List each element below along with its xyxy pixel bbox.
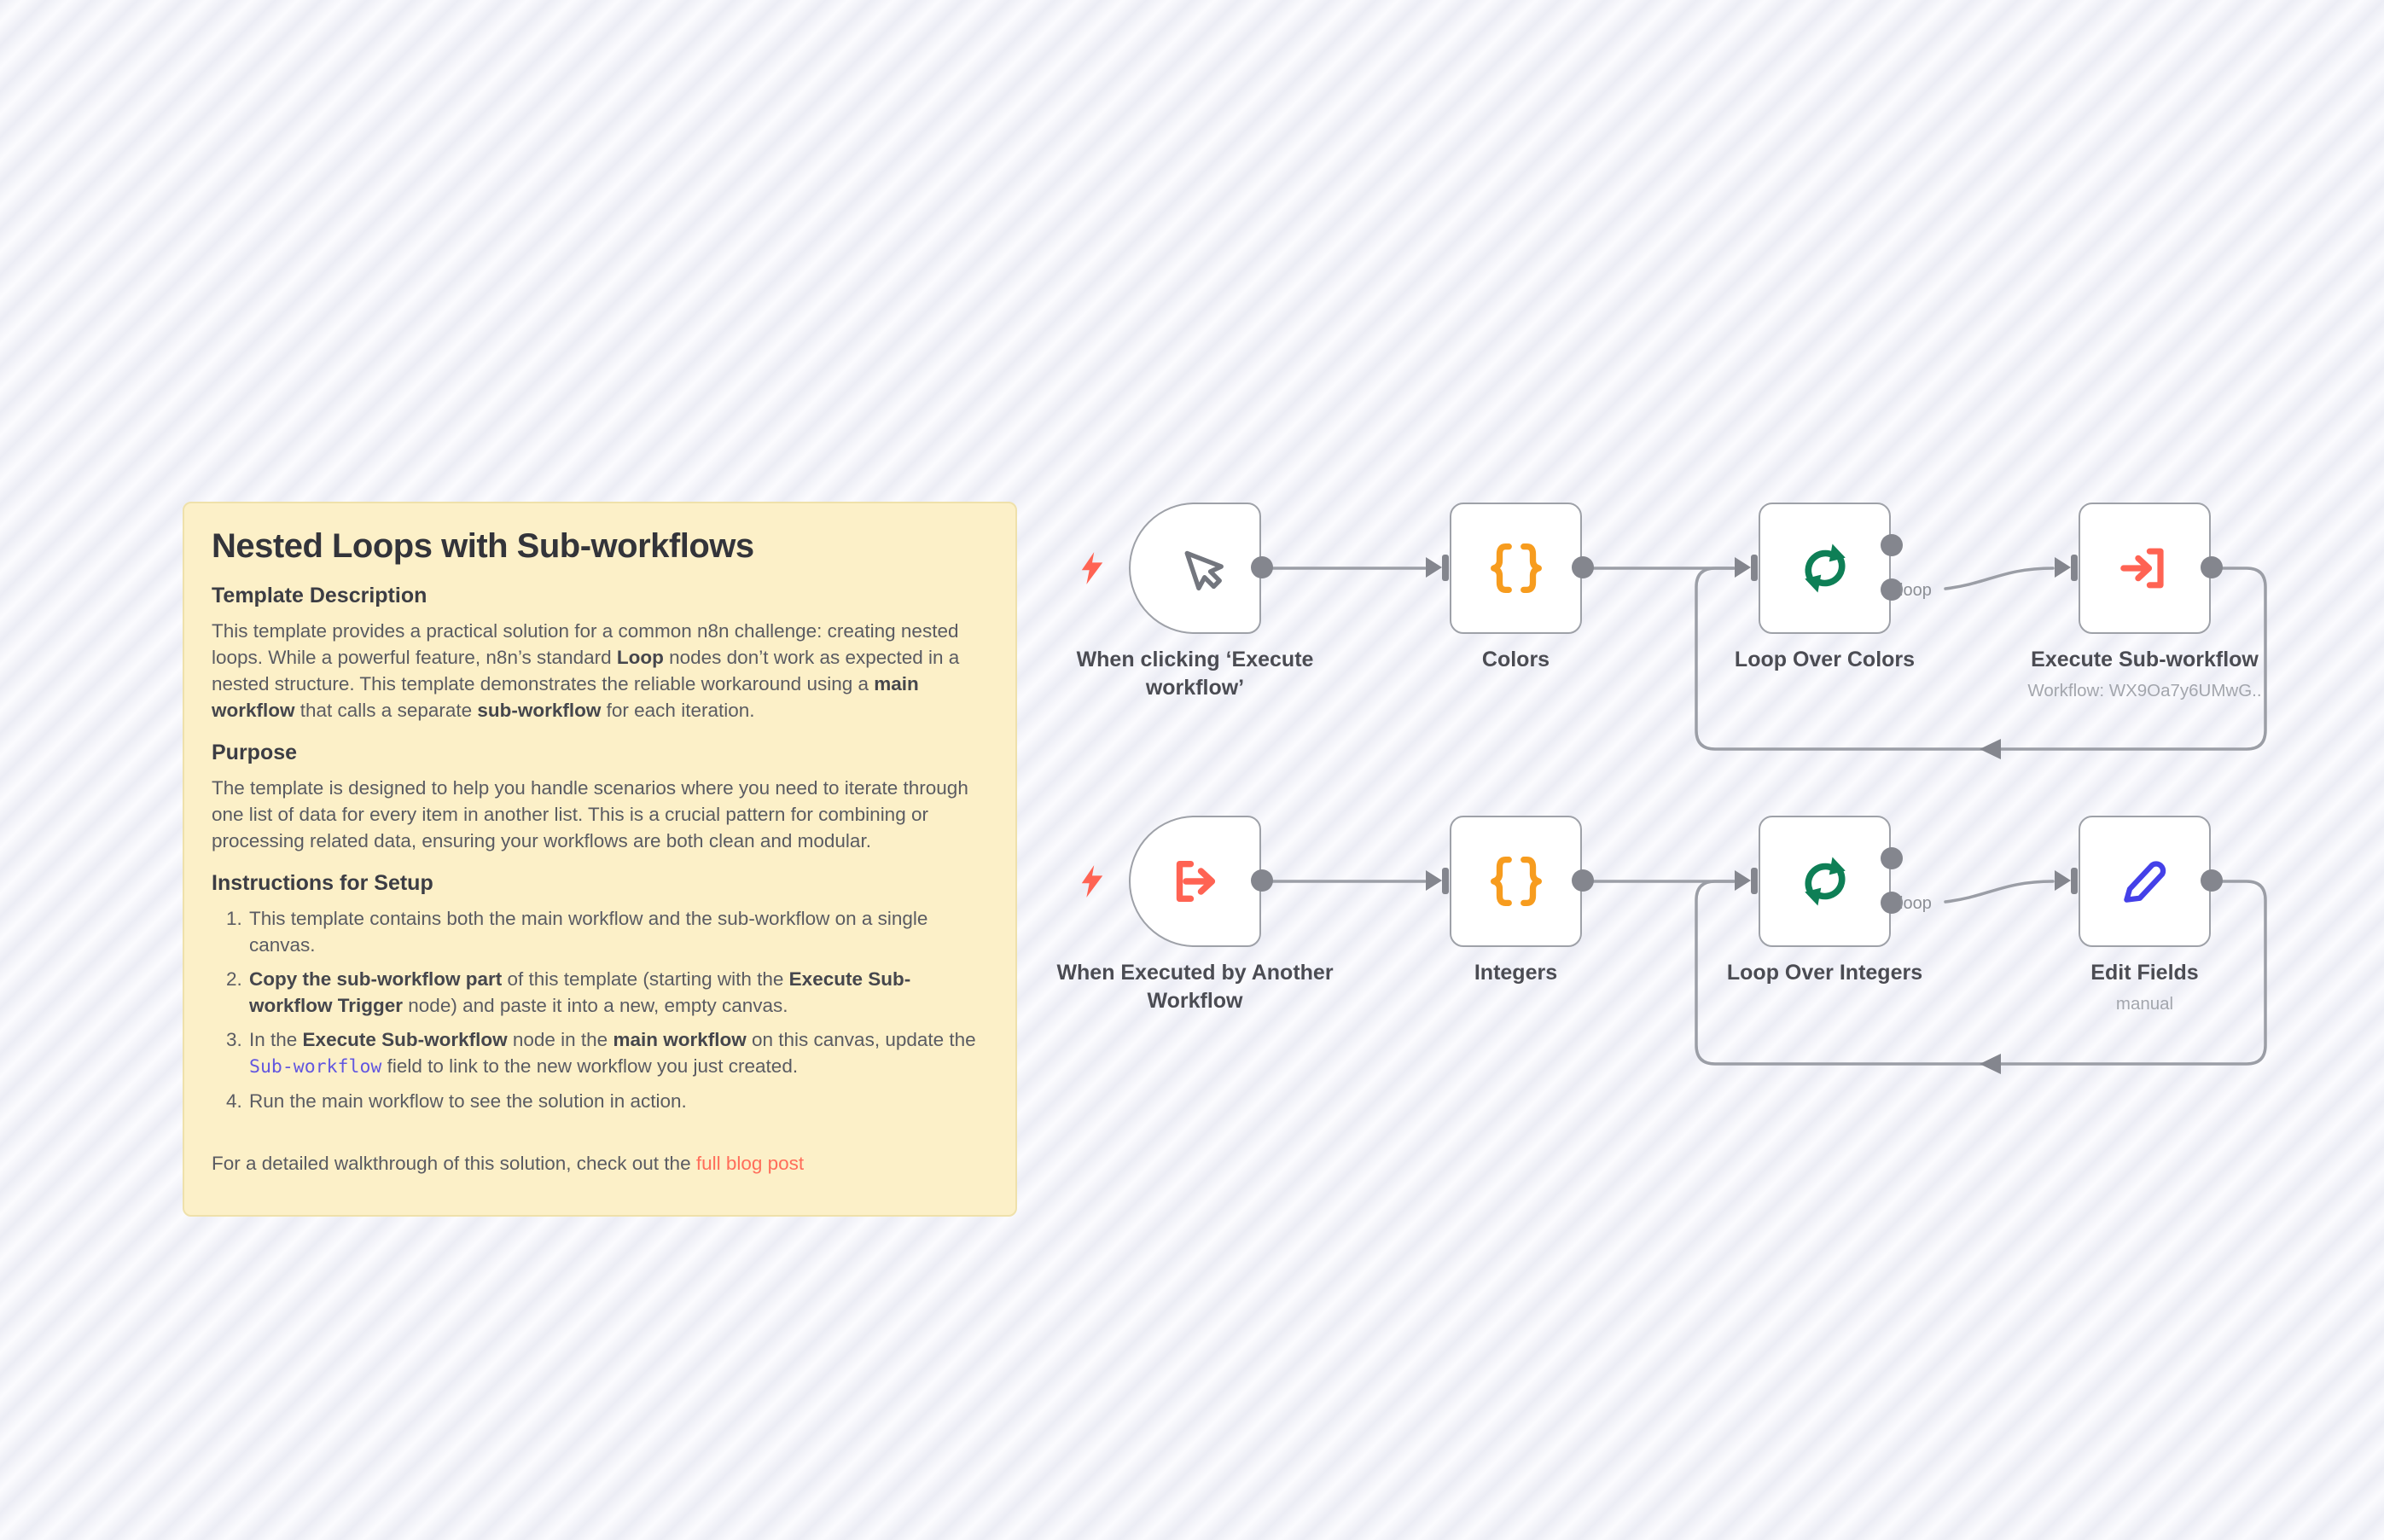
text-segment: Run the main workflow to see the solution in action. <box>249 1090 687 1112</box>
text-segment: field to link to the new workflow you just created. <box>381 1055 799 1077</box>
text-segment: nodes don’t work as expected in a nested structure. This template demonstrates the reliable workaround using a <box>212 647 960 694</box>
node-colors[interactable] <box>1450 503 1582 671</box>
loop-output-label: loop <box>1899 581 1932 600</box>
node-body[interactable] <box>2079 503 2211 634</box>
text-segment: of this template (starting with the <box>502 968 789 990</box>
pen-icon <box>2114 851 2176 912</box>
input-port[interactable] <box>1426 870 1442 891</box>
output-port[interactable] <box>1251 556 1273 578</box>
trigger-bolt-icon <box>1079 551 1105 585</box>
sticky-footer <box>212 1150 988 1177</box>
text-segment: This template contains both the main workflow and the sub-workflow on a single canvas. <box>249 908 928 956</box>
text-segment: node) and paste it into a new, empty canvas. <box>403 995 788 1016</box>
loop-icon <box>1793 536 1858 601</box>
node-when-executed-by-another-workflow[interactable] <box>1056 816 1334 1013</box>
node-label: Integers <box>1474 961 1558 985</box>
node-integers[interactable] <box>1450 816 1582 985</box>
output-port[interactable] <box>1251 869 1273 892</box>
node-edit-fields[interactable] <box>2079 816 2211 1014</box>
subworkflow-icon <box>2114 538 2176 599</box>
braces-icon <box>1483 535 1550 601</box>
text-segment: main workflow <box>212 673 919 721</box>
template-description-paragraph <box>212 618 988 724</box>
section-heading-template-description: Template Description <box>212 584 427 607</box>
setup-steps-list <box>212 905 988 1114</box>
workflow-trigger-icon <box>1164 850 1227 913</box>
edge-loop-editfields <box>1945 881 2053 902</box>
text-segment: for each iteration. <box>601 700 755 721</box>
input-port-bar <box>1751 555 1758 581</box>
input-port[interactable] <box>1735 557 1751 578</box>
text-segment: main workflow <box>613 1029 747 1050</box>
node-label: Colors <box>1481 648 1550 671</box>
loopback-arrow-icon <box>1980 739 2001 759</box>
node-execute-sub-workflow[interactable] <box>2027 503 2262 700</box>
node-label: Loop Over Integers <box>1726 961 1923 985</box>
input-port-bar <box>2071 868 2078 894</box>
node-label <box>1992 646 2299 705</box>
braces-icon <box>1483 848 1550 915</box>
output-port[interactable] <box>2201 869 2223 892</box>
node-label-text: Edit Fields <box>2090 961 2199 985</box>
node-label: When clicking ‘Execute workflow’ <box>1076 648 1314 700</box>
text-segment: For a detailed walkthrough of this solution, check out the <box>212 1153 696 1174</box>
sticky-title: Nested Loops with Sub-workflows <box>212 527 754 565</box>
node-label: Loop Over Colors <box>1734 648 1916 671</box>
input-port-bar <box>1751 868 1758 894</box>
input-port[interactable] <box>1426 557 1442 578</box>
output-port-done[interactable] <box>1881 534 1903 556</box>
node-label <box>1992 959 2299 1018</box>
text-segment: node in the <box>507 1029 613 1050</box>
text-segment: The template is designed to help you handle scenarios where you need to iterate through one list of data for every item in another list. This is a crucial pattern for combining or processing related data, ensuring your workflows are both clean and modular. <box>212 777 968 851</box>
loopback-arrow-icon <box>1980 1054 2001 1074</box>
output-port-done[interactable] <box>1881 847 1903 869</box>
node-loop-over-integers[interactable] <box>1726 816 1923 985</box>
node-body[interactable] <box>1129 503 1261 634</box>
text-segment: Execute Sub-workflow Trigger <box>249 968 911 1016</box>
text-segment: Execute Sub-workflow <box>302 1029 508 1050</box>
output-port[interactable] <box>1572 869 1594 892</box>
node-sublabel: Workflow: WX9Oa7y6UMwG.. <box>2027 681 2262 700</box>
loop-icon <box>1793 849 1858 914</box>
node-body[interactable] <box>1759 503 1891 634</box>
node-body[interactable] <box>1759 816 1891 947</box>
input-port-bar <box>2071 555 2078 581</box>
sticky-note[interactable] <box>183 502 1017 1217</box>
text-segment: Copy the sub-workflow part <box>249 968 503 990</box>
text-segment: on this canvas, update the <box>746 1029 976 1050</box>
text-segment: that calls a separate <box>294 700 478 721</box>
section-heading-purpose: Purpose <box>212 741 298 764</box>
input-port[interactable] <box>2055 557 2071 578</box>
input-port-bar <box>1442 555 1449 581</box>
loop-output-label: loop <box>1899 894 1932 913</box>
node-label: When Executed by Another Workflow <box>1056 961 1334 1013</box>
section-heading-instructions: Instructions for Setup <box>212 871 433 895</box>
cursor-icon <box>1162 535 1229 601</box>
text-segment: This template provides a practical solution for a common n8n challenge: creating nested loops. While a powerful feature, n8n’s standard <box>212 620 959 668</box>
node-sublabel: manual <box>2115 994 2174 1014</box>
purpose-paragraph <box>212 775 988 854</box>
output-port[interactable] <box>2201 556 2223 578</box>
trigger-bolt-icon <box>1079 864 1105 898</box>
text-segment: sub-workflow <box>477 700 602 721</box>
input-port-bar <box>1442 868 1449 894</box>
setup-step <box>247 1026 988 1080</box>
text-segment: Loop <box>616 647 664 668</box>
edge-loop-subworkflow <box>1945 568 2053 589</box>
setup-step <box>247 966 988 1019</box>
node-label-text: Execute Sub-workflow <box>2031 648 2259 671</box>
output-port[interactable] <box>1572 556 1594 578</box>
setup-step <box>247 1088 988 1114</box>
node-when-clicking-execute-workflow[interactable] <box>1076 503 1314 700</box>
node-body[interactable] <box>1450 503 1582 634</box>
text-segment: In the <box>249 1029 303 1050</box>
setup-step <box>247 905 988 958</box>
node-body[interactable] <box>1450 816 1582 947</box>
full-blog-post-link[interactable]: full blog post <box>695 1153 805 1174</box>
node-body[interactable] <box>2079 816 2211 947</box>
input-port[interactable] <box>1735 870 1751 891</box>
node-loop-over-colors[interactable] <box>1734 503 1916 671</box>
node-body[interactable] <box>1129 816 1261 947</box>
text-segment: Sub-workflow <box>249 1056 382 1078</box>
input-port[interactable] <box>2055 870 2071 891</box>
